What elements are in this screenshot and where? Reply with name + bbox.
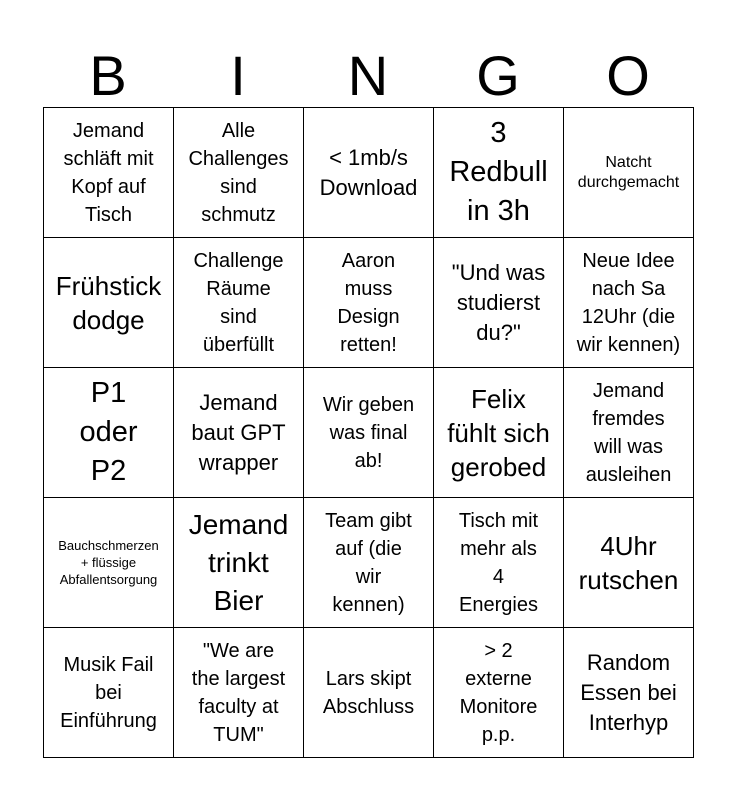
cell-text: Neue Idee nach Sa 12Uhr (die wir kennen) — [576, 249, 681, 356]
bingo-cell-r2-c5[interactable] — [564, 238, 694, 368]
bingo-cell-r3-c4[interactable] — [434, 368, 564, 498]
cell-text: Frühstick dodge — [55, 270, 162, 335]
cell-text: "We are the largest faculty at TUM" — [191, 639, 286, 746]
header-letter-n: N — [347, 44, 389, 107]
bingo-cell-r1-c4[interactable] — [434, 108, 564, 238]
bingo-cell-r4-c2[interactable] — [174, 498, 304, 628]
cell-text: 4Uhr rutschen — [578, 530, 679, 595]
bingo-cell-r5-c1[interactable] — [44, 628, 174, 758]
bingo-cell-r5-c3[interactable] — [304, 628, 434, 758]
cell-text: Lars skipt Abschluss — [322, 667, 415, 718]
cell-text: Natcht durchgemacht — [577, 153, 680, 191]
bingo-cell-r2-c4[interactable] — [434, 238, 564, 368]
cell-text: Felix fühlt sich gerobed — [447, 383, 550, 482]
cell-text: > 2 externe Monitore p.p. — [459, 639, 538, 746]
cell-text: Wir geben was final ab! — [322, 393, 415, 472]
bingo-cell-r4-c1[interactable] — [44, 498, 174, 628]
header-letter-b: B — [89, 44, 127, 107]
bingo-header — [43, 44, 693, 108]
cell-text: Jemand trinkt Bier — [188, 508, 289, 616]
cell-text: < 1mb/s Download — [319, 144, 418, 200]
cell-text: 3 Redbull in 3h — [449, 117, 548, 227]
bingo-cell-r5-c4[interactable] — [434, 628, 564, 758]
bingo-cell-r1-c5[interactable] — [564, 108, 694, 238]
bingo-card-grid — [43, 107, 694, 758]
bingo-cell-r4-c5[interactable] — [564, 498, 694, 628]
bingo-cell-r3-c3[interactable] — [304, 368, 434, 498]
bingo-cell-r5-c2[interactable] — [174, 628, 304, 758]
cell-text: P1 oder P2 — [79, 377, 138, 487]
bingo-cell-r1-c2[interactable] — [174, 108, 304, 238]
cell-text: Jemand baut GPT wrapper — [191, 389, 286, 475]
cell-text: Tisch mit mehr als 4 Energies — [458, 509, 539, 616]
bingo-cell-r2-c1[interactable] — [44, 238, 174, 368]
cell-text: Team gibt auf (die wir kennen) — [325, 509, 412, 616]
bingo-cell-r4-c3[interactable] — [304, 498, 434, 628]
cell-text: Random Essen bei Interhyp — [580, 649, 677, 735]
bingo-cell-r3-c2[interactable] — [174, 368, 304, 498]
bingo-cell-r3-c1[interactable] — [44, 368, 174, 498]
bingo-cell-r1-c1[interactable] — [44, 108, 174, 238]
cell-text: Jemand schläft mit Kopf auf Tisch — [63, 119, 154, 226]
bingo-cell-r1-c3[interactable] — [304, 108, 434, 238]
header-letter-i: I — [230, 44, 246, 107]
cell-text: Aaron muss Design retten! — [337, 249, 400, 356]
bingo-cell-r5-c5[interactable] — [564, 628, 694, 758]
bingo-cell-r2-c2[interactable] — [174, 238, 304, 368]
header-letter-o: O — [606, 44, 650, 107]
cell-text: Musik Fail bei Einführung — [60, 653, 157, 732]
cell-text: Jemand fremdes will was ausleihen — [585, 379, 672, 486]
bingo-cell-r3-c5[interactable] — [564, 368, 694, 498]
bingo-cell-r4-c4[interactable] — [434, 498, 564, 628]
cell-text: "Und was studierst du?" — [451, 259, 546, 345]
cell-text: Bauchschmerzen + flüssige Abfallentsorgung — [58, 538, 159, 587]
cell-text: Challenge Räume sind überfüllt — [193, 249, 284, 356]
bingo-cell-r2-c3[interactable] — [304, 238, 434, 368]
header-letter-g: G — [476, 44, 520, 107]
cell-text: Alle Challenges sind schmutz — [188, 119, 289, 226]
